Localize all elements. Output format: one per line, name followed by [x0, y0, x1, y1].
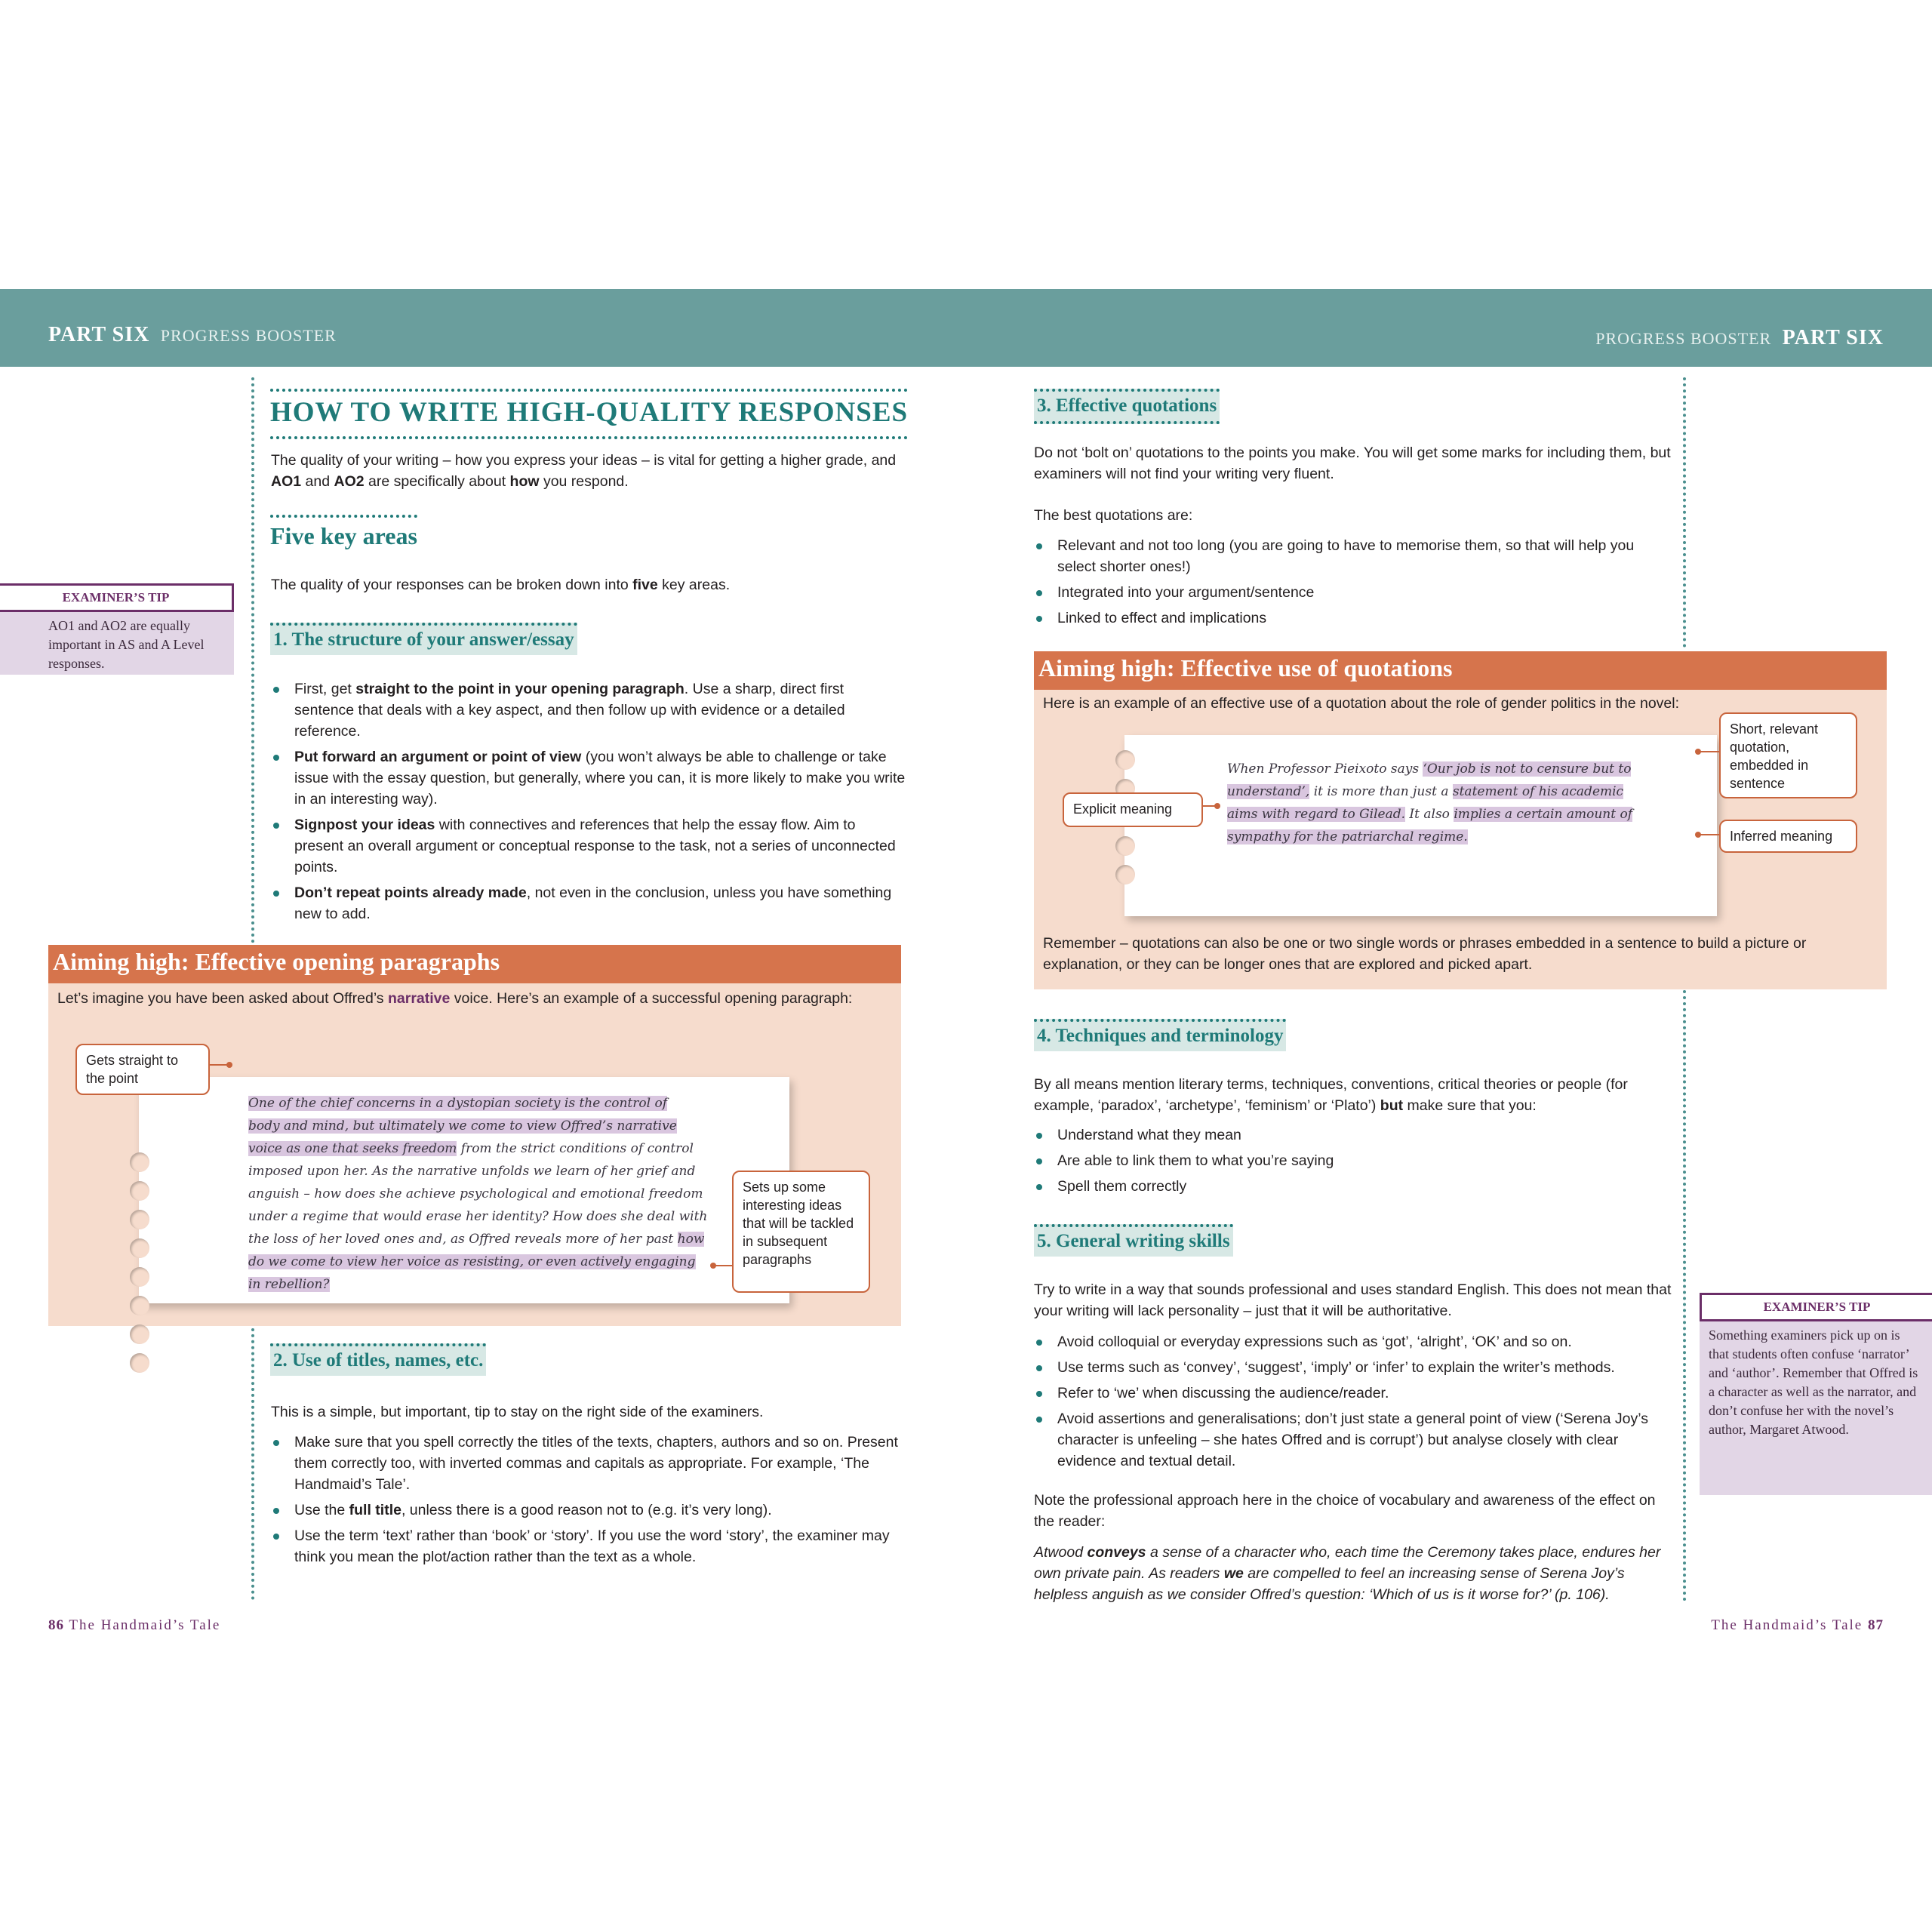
- hw-highlight: body and mind, but ultimately we come to view Offred’s narrative: [248, 1118, 677, 1134]
- section5-note: Note the professional approach here in the choice of vocabulary and awareness of the effect on the reader:: [1034, 1492, 1656, 1530]
- section-label-left: PROGRESS BOOSTER: [160, 326, 337, 345]
- item-bold: Put forward an argument or point of view: [294, 749, 582, 765]
- five-areas-intro: [271, 574, 730, 595]
- list-item: [271, 814, 906, 878]
- list-item: [271, 1525, 906, 1567]
- section2-heading: 2. Use of titles, names, etc.: [270, 1343, 486, 1376]
- hw-highlight: voice as one that seeks freedom: [248, 1141, 457, 1156]
- item-bold: straight to the point in your opening paragraph: [355, 681, 685, 697]
- item-bold: full title: [349, 1502, 401, 1518]
- aiming-high-title: Aiming high: Effective use of quotations: [1034, 651, 1887, 690]
- hw-line: [248, 1205, 716, 1228]
- aiming-high-title: Aiming high: Effective opening paragraphs: [48, 945, 901, 983]
- intro-text: and: [301, 473, 334, 490]
- aiming-high-quotations: [1034, 651, 1887, 989]
- list-item: Integrated into your argument/sentence: [1034, 582, 1674, 603]
- section4-list: [1034, 1124, 1674, 1201]
- callout-explicit-meaning: Explicit meaning: [1063, 792, 1203, 827]
- examiners-tip-left: [0, 583, 234, 675]
- section4-heading-box: [1034, 1019, 1286, 1051]
- hw-line: [248, 1183, 716, 1205]
- hw-line: [248, 1115, 716, 1137]
- section3-heading: 3. Effective quotations: [1034, 389, 1220, 424]
- list-item: Avoid colloquial or everyday expressions such as ‘got’, ‘alright’, ‘OK’ and so on.: [1034, 1331, 1674, 1352]
- part-label-right: PART SIX: [1782, 326, 1884, 349]
- s4-intro-bold: but: [1380, 1097, 1404, 1114]
- hw-line: [1227, 758, 1680, 780]
- header-left: [48, 323, 344, 347]
- hw-line: [248, 1092, 716, 1115]
- callout-line: [1201, 805, 1217, 807]
- torn-paper: [1124, 735, 1717, 916]
- section3-list: [1034, 535, 1674, 633]
- intro-how: how: [509, 473, 540, 490]
- section3-heading-box: [1034, 389, 1220, 424]
- section-label-right: PROGRESS BOOSTER: [1595, 329, 1772, 348]
- section4-heading: 4. Techniques and terminology: [1034, 1019, 1286, 1051]
- intro-ao2: AO2: [334, 473, 365, 490]
- list-item: Use terms such as ‘convey’, ‘suggest’, ‘imply’ or ‘infer’ to explain the writer’s methods.: [1034, 1357, 1674, 1378]
- example-bold: conveys: [1087, 1544, 1146, 1561]
- aiming-high-remember: Remember – quotations can also be one or two single words or phrases embedded in a sentence to build a picture or explanation, or they can be longer ones that are explored and picked apart.: [1043, 935, 1807, 973]
- item-bold: Don’t repeat points already made: [294, 884, 527, 901]
- punch-hole: [130, 1353, 149, 1373]
- intro-ao1: AO1: [271, 473, 302, 490]
- list-item: Spell them correctly: [1034, 1176, 1674, 1197]
- left-intro: [271, 450, 906, 492]
- hw-highlight: statement of his academic: [1452, 784, 1624, 799]
- hw-line: [1227, 803, 1680, 826]
- five-intro-text: The quality of your responses can be broken down into: [271, 577, 633, 593]
- hw-text: it is more than just a: [1309, 784, 1453, 799]
- section2-intro: This is a simple, but important, tip to stay on the right side of the examiners.: [271, 1404, 764, 1420]
- five-areas-heading-box: [270, 515, 417, 556]
- hw-highlight: how: [677, 1232, 705, 1247]
- callout-line: [715, 1265, 734, 1266]
- list-item: Linked to effect and implications: [1034, 608, 1674, 629]
- punch-hole: [130, 1152, 149, 1172]
- item-text: , unless there is a good reason not to (e.g. it’s very long).: [401, 1502, 772, 1518]
- footer-right: [1711, 1617, 1884, 1634]
- hw-text: under a regime that would erase her identity? How does she deal with: [248, 1209, 708, 1224]
- section1-heading-box: [270, 623, 577, 655]
- section4-intro: [1034, 1074, 1674, 1116]
- punch-hole: [130, 1181, 149, 1201]
- page-number: 87: [1868, 1617, 1884, 1633]
- punch-hole: [130, 1238, 149, 1258]
- aim-intro-text: Let’s imagine you have been asked about Offred’s: [57, 990, 388, 1007]
- callout-inferred-meaning: Inferred meaning: [1719, 820, 1857, 853]
- section5-example: [1034, 1542, 1674, 1605]
- hw-line: [1227, 826, 1680, 848]
- hw-highlight: implies a certain amount of: [1454, 807, 1632, 822]
- left-page-rule-lower: [251, 1328, 254, 1600]
- hw-highlight: aims with regard to Gilead.: [1227, 807, 1406, 822]
- section5-list: [1034, 1331, 1674, 1476]
- page-title: HOW TO WRITE HIGH-QUALITY RESPONSES: [270, 389, 908, 439]
- intro-text: you respond.: [539, 473, 629, 490]
- item-text: Use the term ‘text’ rather than ‘book’ or ‘story’. If you use the word ‘story’, the examiner may think you mean the plot/action rather than the text as a whole.: [294, 1527, 890, 1565]
- handwritten-paragraph: [248, 1092, 716, 1296]
- item-text: (you won’t always be able to challenge or take issue with the essay question, but generally, where you can, it is more likely to make you write in an interesting way).: [294, 749, 906, 808]
- hw-line: [248, 1160, 716, 1183]
- hw-highlight: sympathy for the patriarchal regime.: [1227, 829, 1468, 844]
- section3-p1: Do not ‘bolt on’ quotations to the points you make. You will get some marks for including them, but examiners will not find your writing very fluent.: [1034, 445, 1671, 482]
- callout-line: [1700, 751, 1721, 752]
- tip-title: EXAMINER’S TIP: [1700, 1293, 1932, 1321]
- hw-highlight: do we come to view her voice as resisting, or even actively engaging: [248, 1254, 696, 1269]
- right-page-rule-lower: [1683, 990, 1686, 1601]
- hw-text: imposed upon her. As the narrative unfolds we learn of her grief and: [248, 1164, 696, 1179]
- five-areas-heading: Five key areas: [270, 515, 417, 556]
- section3-p2: The best quotations are:: [1034, 507, 1193, 524]
- item-text: Make sure that you spell correctly the titles of the texts, chapters, authors and so on. Present them correctly too, with inverted commas and capitals as appropriate. For example, ‘The Handmaid’s Tale’.: [294, 1434, 898, 1493]
- list-item: Refer to ‘we’ when discussing the audience/reader.: [1034, 1383, 1674, 1404]
- section2-list: [271, 1432, 906, 1572]
- book-title: The Handmaid’s Tale: [1711, 1617, 1863, 1633]
- part-label-left: PART SIX: [48, 323, 150, 346]
- hw-line: [248, 1137, 716, 1160]
- hw-text: It also: [1405, 807, 1454, 822]
- aiming-high-intro: [57, 988, 852, 1009]
- example-bold: we: [1223, 1565, 1244, 1582]
- example-text: a sense of a character who, each time the Ceremony takes place, endures her own private pain. As readers: [1034, 1544, 1661, 1582]
- example-text: Atwood: [1034, 1544, 1088, 1561]
- list-item: [271, 882, 906, 924]
- hw-highlight: in rebellion?: [248, 1277, 330, 1292]
- punch-hole: [1115, 836, 1135, 856]
- hw-text: the loss of her loved ones and, as Offred reveals more of her past: [248, 1232, 678, 1247]
- callout-line: [210, 1064, 228, 1066]
- section2-heading-box: [270, 1343, 486, 1376]
- list-item: [271, 1500, 906, 1521]
- s4-intro-text: make sure that you:: [1403, 1097, 1537, 1114]
- section5-heading-box: [1034, 1224, 1233, 1257]
- five-intro-bold: five: [632, 577, 658, 593]
- hw-line: [1227, 780, 1680, 803]
- footer-left: [48, 1617, 220, 1634]
- intro-text: are specifically about: [364, 473, 510, 490]
- punch-hole: [1115, 865, 1135, 884]
- hw-line: [248, 1251, 716, 1273]
- punch-hole: [130, 1210, 149, 1229]
- handwritten-paragraph: [1227, 758, 1680, 848]
- aiming-high-intro: Here is an example of an effective use of a quotation about the role of gender politics in the novel:: [1043, 695, 1680, 712]
- list-item: Understand what they mean: [1034, 1124, 1674, 1146]
- aim-intro-text: voice. Here’s an example of a successful opening paragraph:: [450, 990, 853, 1007]
- hw-line: [248, 1273, 716, 1296]
- hw-text: When Professor Pieixoto says: [1227, 761, 1423, 777]
- section1-heading: 1. The structure of your answer/essay: [270, 623, 577, 655]
- example-text: are compelled to feel an increasing sense of Serena Joy’s helpless anguish as we consider Offred’s question: ‘Which of us is it worse for?’ (p. 106).: [1034, 1565, 1625, 1603]
- hw-line: [248, 1228, 716, 1251]
- list-item: [271, 678, 906, 742]
- hw-highlight: One of the chief concerns in a dystopian society is the control of: [248, 1096, 667, 1111]
- punch-hole: [1115, 750, 1135, 770]
- aiming-high-opening: [48, 945, 901, 1326]
- list-item: [271, 1432, 906, 1495]
- tip-title: EXAMINER’S TIP: [0, 583, 234, 612]
- header-right: [1588, 326, 1884, 350]
- punch-hole: [130, 1296, 149, 1315]
- right-page-rule: [1683, 377, 1686, 648]
- page-number: 86: [48, 1617, 64, 1633]
- examiners-tip-right: [1700, 1293, 1932, 1495]
- aiming-high-body: [1034, 690, 1887, 989]
- list-item: [271, 746, 906, 810]
- callout-line: [1700, 834, 1721, 835]
- item-text: Use the: [294, 1502, 349, 1518]
- list-item: Relevant and not too long (you are going to have to memorise them, so that will help you select shorter ones!): [1034, 535, 1674, 577]
- item-text: with connectives and references that help the essay flow. Aim to present an overall argument or conceptual response to the task, not a series of unconnected points.: [294, 817, 896, 875]
- aiming-high-body: [48, 983, 901, 1326]
- hw-highlight: understand’,: [1227, 784, 1310, 799]
- tip-text: Something examiners pick up on is that students often confuse ‘narrator’ and ‘author’. Remember that Offred is a character as well as the narrator, and don’t confuse her with the novel’s author, Margaret Atwood.: [1700, 1321, 1932, 1495]
- item-bold: Signpost your ideas: [294, 817, 435, 833]
- callout-interesting-ideas: Sets up some interesting ideas that will be tackled in subsequent paragraphs: [732, 1171, 870, 1293]
- item-text: First, get: [294, 681, 356, 697]
- hw-highlight: ‘Our job is not to censure but to: [1423, 761, 1632, 777]
- aim-intro-keyword: narrative: [387, 990, 451, 1007]
- section1-list: [271, 678, 906, 929]
- list-item: Avoid assertions and generalisations; don’t just state a general point of view (‘Serena Joy’s character is unfeeling – she hates Offred and is corrupt’) but analyse closely with clear evidence and textual detail.: [1034, 1408, 1674, 1472]
- tip-text: AO1 and AO2 are equally important in AS and A Level responses.: [0, 612, 234, 675]
- hw-text: anguish – how does she achieve psychological and emotional freedom: [248, 1186, 703, 1201]
- section5-heading: 5. General writing skills: [1034, 1224, 1233, 1257]
- left-page-rule: [251, 377, 254, 943]
- s4-intro-text: By all means mention literary terms, techniques, conventions, critical theories or people (for example, ‘paradox’, ‘archetype’, ‘feminism’ or ‘Plato’): [1034, 1076, 1628, 1114]
- section5-intro: Try to write in a way that sounds professional and uses standard English. This does not mean that your writing will lack personality – just that it will be authoritative.: [1034, 1281, 1672, 1319]
- punch-hole: [130, 1267, 149, 1287]
- item-text: , not even in the conclusion, unless you have something new to add.: [294, 884, 892, 922]
- list-item: Are able to link them to what you’re saying: [1034, 1150, 1674, 1171]
- punch-hole: [130, 1324, 149, 1344]
- book-title: The Handmaid’s Tale: [69, 1617, 221, 1633]
- item-text: . Use a sharp, direct first sentence that deals with a key aspect, and then follow up with evidence or a detailed reference.: [294, 681, 845, 740]
- callout-short-quotation: Short, relevant quotation, embedded in sentence: [1719, 712, 1857, 798]
- intro-text: The quality of your writing – how you express your ideas – is vital for getting a higher grade, and: [271, 452, 897, 469]
- callout-straight-to-point: Gets straight to the point: [75, 1044, 210, 1095]
- left-title-box: [270, 389, 908, 439]
- five-intro-text: key areas.: [657, 577, 731, 593]
- hw-text: from the strict conditions of control: [457, 1141, 694, 1156]
- torn-paper: [139, 1077, 789, 1303]
